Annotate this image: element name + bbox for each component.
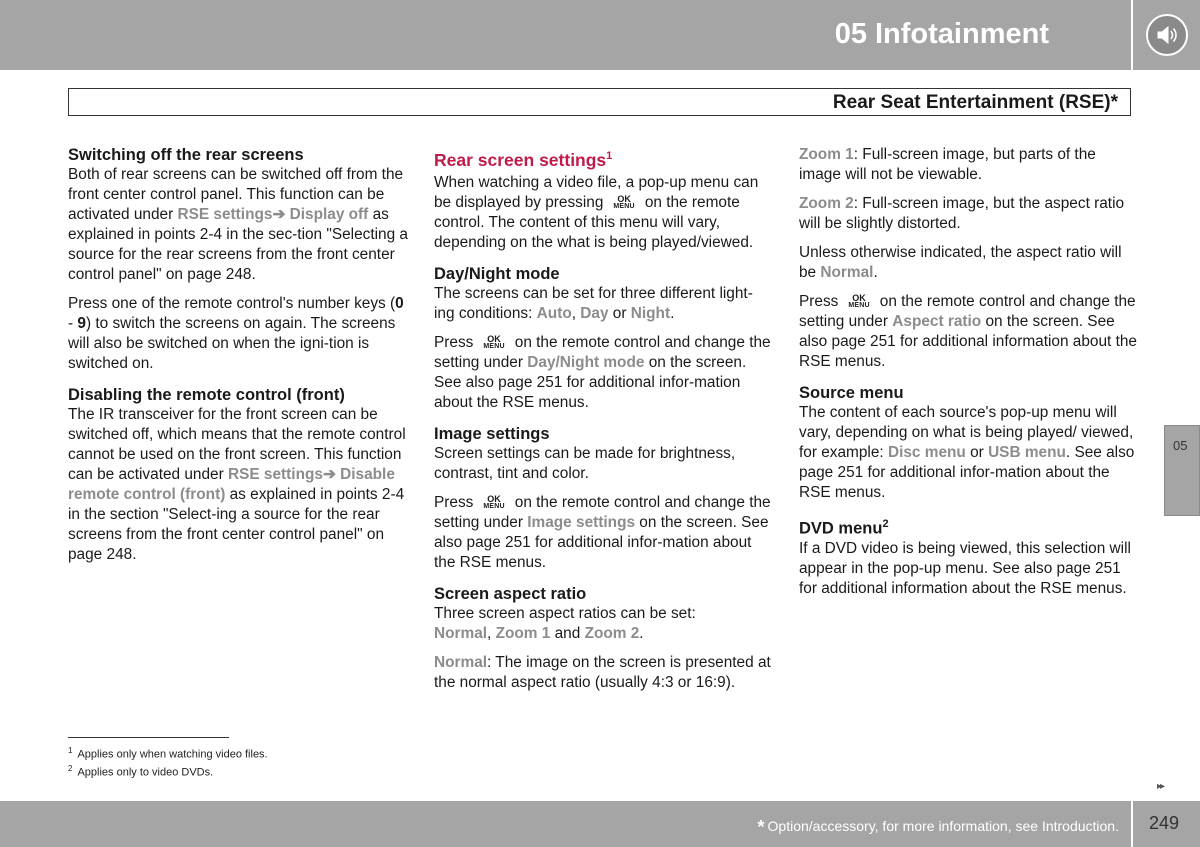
paragraph: Unless otherwise indicated, the aspect ratio will be Normal. <box>799 244 1122 281</box>
menu-path: Disable remote control (front) <box>68 466 395 503</box>
paragraph: When watching a video file, a pop-up menu can be displayed by pressing OK MENU on the remote control. The content of this menu will vary, depending on the what is being played/viewed. <box>434 173 759 251</box>
paragraph: Press OK MENU on the remote control and change the setting under Day/Night mode on the screen. See also page 251 for additional infor-mation about the RSE menus. <box>434 333 771 411</box>
heading-dvd-menu: DVD menu$^2$ <box>799 518 889 538</box>
heading-day-night-mode: Day/Night mode <box>434 264 560 283</box>
chapter-side-tab <box>1164 425 1200 516</box>
footnote: $^2$ Applies only to video DVDs. <box>68 763 214 779</box>
paragraph: Both of rear screens can be switched off from the front center control panel. This function can be activated under RSE settings➔ Display off as explained in points 2-4 in the sec-tion "Selecting a source for the rear screens from the front center control panel" on page 248. <box>68 166 408 283</box>
heading-screen-aspect-ratio: Screen aspect ratio <box>434 584 587 603</box>
paragraph: Zoom 1: Full-screen image, but parts of the image will not be viewable. <box>799 146 1096 183</box>
ok-menu-button-icon: OK MENU <box>848 292 870 309</box>
menu-path: Display off <box>285 206 369 223</box>
speaker-icon <box>1146 14 1188 56</box>
menu-path: Aspect ratio <box>892 313 982 330</box>
column-1 <box>68 145 408 574</box>
section-title: Rear Seat Entertainment (RSE)* <box>832 92 1118 113</box>
header-band <box>0 0 1131 70</box>
paragraph: Normal: The image on the screen is presented at the normal aspect ratio (usually 4:3 or 16:9). <box>434 653 771 691</box>
page-number: 249 <box>1149 813 1180 833</box>
paragraph: Press OK MENU on the remote control and change the setting under Aspect ratio on the screen. See also page 251 for additional information about the RSE menus. <box>799 292 1137 370</box>
next-page-icon: ▸▸ <box>1157 781 1164 792</box>
paragraph: Press OK MENU on the remote control and change the setting under Image settings on the screen. See also page 251 for additional infor-mation about the RSE menus. <box>434 493 771 571</box>
ok-menu-button-icon: OK MENU <box>483 493 505 510</box>
paragraph: The content of each source's pop-up menu will vary, depending on what is being played/ viewed, for example: Disc menu or USB menu. See also page 251 for additional infor-mation about the RSE menus. <box>799 404 1135 501</box>
heading-disabling-remote: Disabling the remote control (front) <box>68 386 345 404</box>
side-tab-label: 05 <box>1173 438 1188 453</box>
heading-rear-screen-settings: Rear screen settings$^1$ <box>434 149 613 170</box>
column-2 <box>434 145 772 702</box>
paragraph: The IR transceiver for the front screen can be switched off, which means that the remote control cannot be used on the front screen. This function can be activated under RSE settings➔ Disable remote control (front) as explained in points 2-4 in the section "Select-ing a source for the rear screens from the front center control panel" on page 248. <box>68 406 406 563</box>
column-3 <box>799 145 1139 608</box>
footer-note: * Option/accessory, for more information, see Introduction. <box>757 817 1119 837</box>
heading-source-menu: Source menu <box>799 384 904 402</box>
footnote-ref: 2 <box>882 518 889 530</box>
menu-path: Image settings <box>527 513 636 531</box>
chapter-icon-box <box>1133 0 1200 70</box>
paragraph: The screens can be set for three different light-ing conditions: Auto, Day or Night. <box>434 284 753 322</box>
chapter-title: 05 Infotainment <box>834 18 1049 50</box>
page-number-box <box>1133 801 1200 847</box>
ok-menu-button-icon: OK MENU <box>613 193 635 210</box>
paragraph: Zoom 2: Full-screen image, but the aspect ratio will be slightly distorted. <box>799 195 1125 232</box>
paragraph: If a DVD video is being viewed, this selection will appear in the pop-up menu. See also page 251 for additional information about the RSE menus. <box>799 539 1131 597</box>
paragraph: Press one of the remote control's number keys (0 - 9) to switch the screens on again. The screens will also be switched on when the igni-tion is switched on. <box>68 295 404 372</box>
menu-path: Day/Night mode <box>527 353 645 371</box>
menu-path: RSE settings <box>177 206 273 223</box>
menu-path: RSE settings <box>228 466 323 483</box>
footnotes <box>68 744 268 779</box>
ok-menu-button-icon: OK MENU <box>483 333 505 350</box>
section-header <box>68 88 1131 116</box>
footnote-divider <box>68 737 229 738</box>
heading-image-settings: Image settings <box>434 424 550 443</box>
paragraph: Three screen aspect ratios can be set: Normal, Zoom 1 and Zoom 2. <box>434 604 696 642</box>
footer-band <box>0 801 1131 847</box>
heading-switching-off: Switching off the rear screens <box>68 146 304 164</box>
footnote-ref: 1 <box>606 150 613 162</box>
footnote: $^1$ Applies only when watching video files. <box>68 746 268 761</box>
paragraph: Screen settings can be made for brightness, contrast, tint and color. <box>434 444 736 482</box>
